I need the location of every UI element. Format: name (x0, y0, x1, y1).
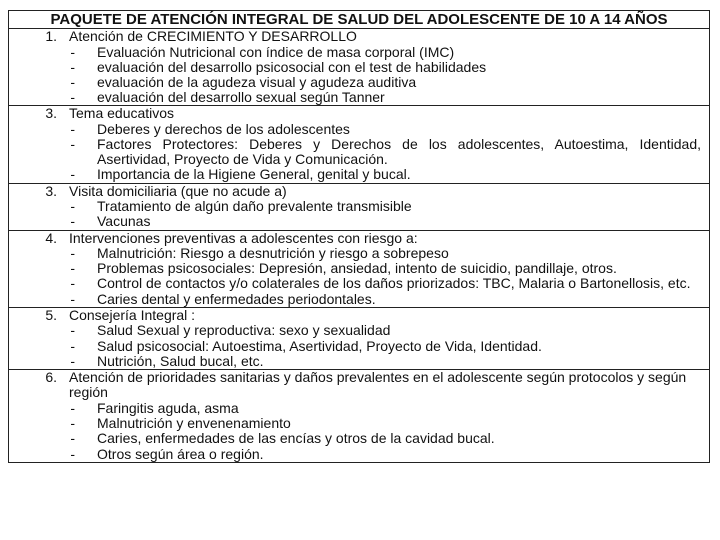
dash-bullet: - (70, 73, 75, 90)
section-number: 1. (45, 28, 57, 44)
section-title: Intervenciones preventivas a adolescentes con riesgo a: (69, 229, 418, 246)
list-item (9, 45, 705, 60)
section-heading (9, 184, 705, 200)
list-item (9, 261, 705, 276)
list-item (9, 75, 705, 90)
list-item-text: Problemas psicosociales: Depresión, ansiedad, intento de suicidio, pandillaje, otros. (97, 260, 617, 277)
list-item-text: Malnutrición y envenenamiento (97, 415, 291, 432)
list-item-text: Caries dental y enfermedades periodontales. (97, 290, 376, 307)
dash-bullet: - (70, 136, 75, 153)
section-title: Atención de CRECIMIENTO Y DESARROLLO (69, 28, 357, 44)
section-title: Visita domiciliaria (que no acude a) (69, 182, 287, 199)
dash-bullet: - (70, 166, 75, 183)
dash-bullet: - (70, 43, 75, 60)
list-item-text: evaluación del desarrollo psicosocial con el test de habilidades (97, 58, 487, 75)
list-item-text: Tratamiento de algún daño prevalente transmisible (97, 198, 412, 215)
dash-bullet: - (70, 58, 75, 75)
list-item (9, 276, 705, 291)
dash-bullet: - (70, 430, 75, 447)
list-item (9, 401, 705, 416)
list-item (9, 60, 705, 75)
section-title: Tema educativos (69, 105, 175, 122)
document-table (8, 10, 710, 463)
dash-bullet: - (70, 89, 75, 106)
list-item (9, 137, 705, 167)
list-item-text: evaluación de la agudeza visual y agudeza auditiva (97, 73, 417, 90)
list-item-text: Vacunas (97, 213, 151, 230)
list-item-text: Malnutrición: Riesgo a desnutrición y riesgo a sobrepeso (97, 245, 449, 262)
section-number: 6. (45, 368, 57, 385)
list-item-text: Evaluación Nutricional con índice de masa corporal (IMC) (97, 43, 455, 60)
section (9, 29, 709, 106)
list-item (9, 292, 705, 307)
list-item-text: Salud Sexual y reproductiva: sexo y sexualidad (97, 322, 391, 339)
list-item (9, 339, 705, 354)
list-item-text: Nutrición, Salud bucal, etc. (97, 352, 264, 369)
section-heading (9, 308, 705, 324)
dash-bullet: - (70, 245, 75, 262)
section-number: 4. (45, 229, 57, 246)
section (9, 106, 709, 183)
list-item-text: Salud psicosocial: Autoestima, Asertividad, Proyecto de Vida, Identidad. (97, 337, 542, 354)
section-title: Atención de prioridades sanitarias y daños prevalentes en el adolescente según protocolos y según región (69, 368, 687, 401)
list-item (9, 447, 705, 462)
section (9, 370, 709, 462)
section-heading (9, 231, 705, 247)
list-item (9, 199, 705, 214)
section (9, 308, 709, 370)
dash-bullet: - (70, 399, 75, 416)
dash-bullet: - (70, 260, 75, 277)
dash-bullet: - (70, 322, 75, 339)
list-item-text: Faringitis aguda, asma (97, 399, 239, 416)
list-item (9, 323, 705, 338)
section (9, 184, 709, 231)
section-title: Consejería Integral : (69, 306, 196, 323)
dash-bullet: - (70, 415, 75, 432)
list-item-text: Importancia de la Higiene General, genital y bucal. (97, 166, 411, 183)
dash-bullet: - (70, 352, 75, 369)
sections-container (9, 29, 709, 462)
dash-bullet: - (70, 120, 75, 137)
list-item (9, 431, 705, 446)
document-title: PAQUETE DE ATENCIÓN INTEGRAL DE SALUD DEL ADOLESCENTE DE 10 A 14 AÑOS (9, 11, 709, 29)
section-number: 5. (45, 306, 57, 323)
dash-bullet: - (70, 213, 75, 230)
section-heading (9, 29, 705, 45)
dash-bullet: - (70, 275, 75, 292)
section-heading (9, 106, 705, 122)
list-item (9, 90, 705, 105)
list-item-text: Factores Protectores: Deberes y Derechos de los adolescentes, Autoestima, Identidad, Asertividad, Proyecto de Vida y Comunicación. (97, 136, 701, 168)
list-item (9, 354, 705, 369)
list-item (9, 167, 705, 182)
list-item (9, 122, 705, 137)
section-heading (9, 370, 705, 401)
section-number: 3. (45, 105, 57, 122)
list-item-text: evaluación del desarrollo sexual según Tanner (97, 89, 385, 106)
dash-bullet: - (70, 445, 75, 462)
dash-bullet: - (70, 198, 75, 215)
dash-bullet: - (70, 290, 75, 307)
list-item-text: Otros según área o región. (97, 445, 264, 462)
list-item (9, 416, 705, 431)
section-number: 3. (45, 182, 57, 199)
list-item-text: Caries, enfermedades de las encías y otros de la cavidad bucal. (97, 430, 495, 447)
list-item (9, 246, 705, 261)
section (9, 231, 709, 308)
list-item-text: Control de contactos y/o colaterales de los daños priorizados: TBC, Malaria o Bartonellosis, etc. (97, 275, 691, 292)
dash-bullet: - (70, 337, 75, 354)
list-item (9, 214, 705, 229)
list-item-text: Deberes y derechos de los adolescentes (97, 120, 350, 137)
